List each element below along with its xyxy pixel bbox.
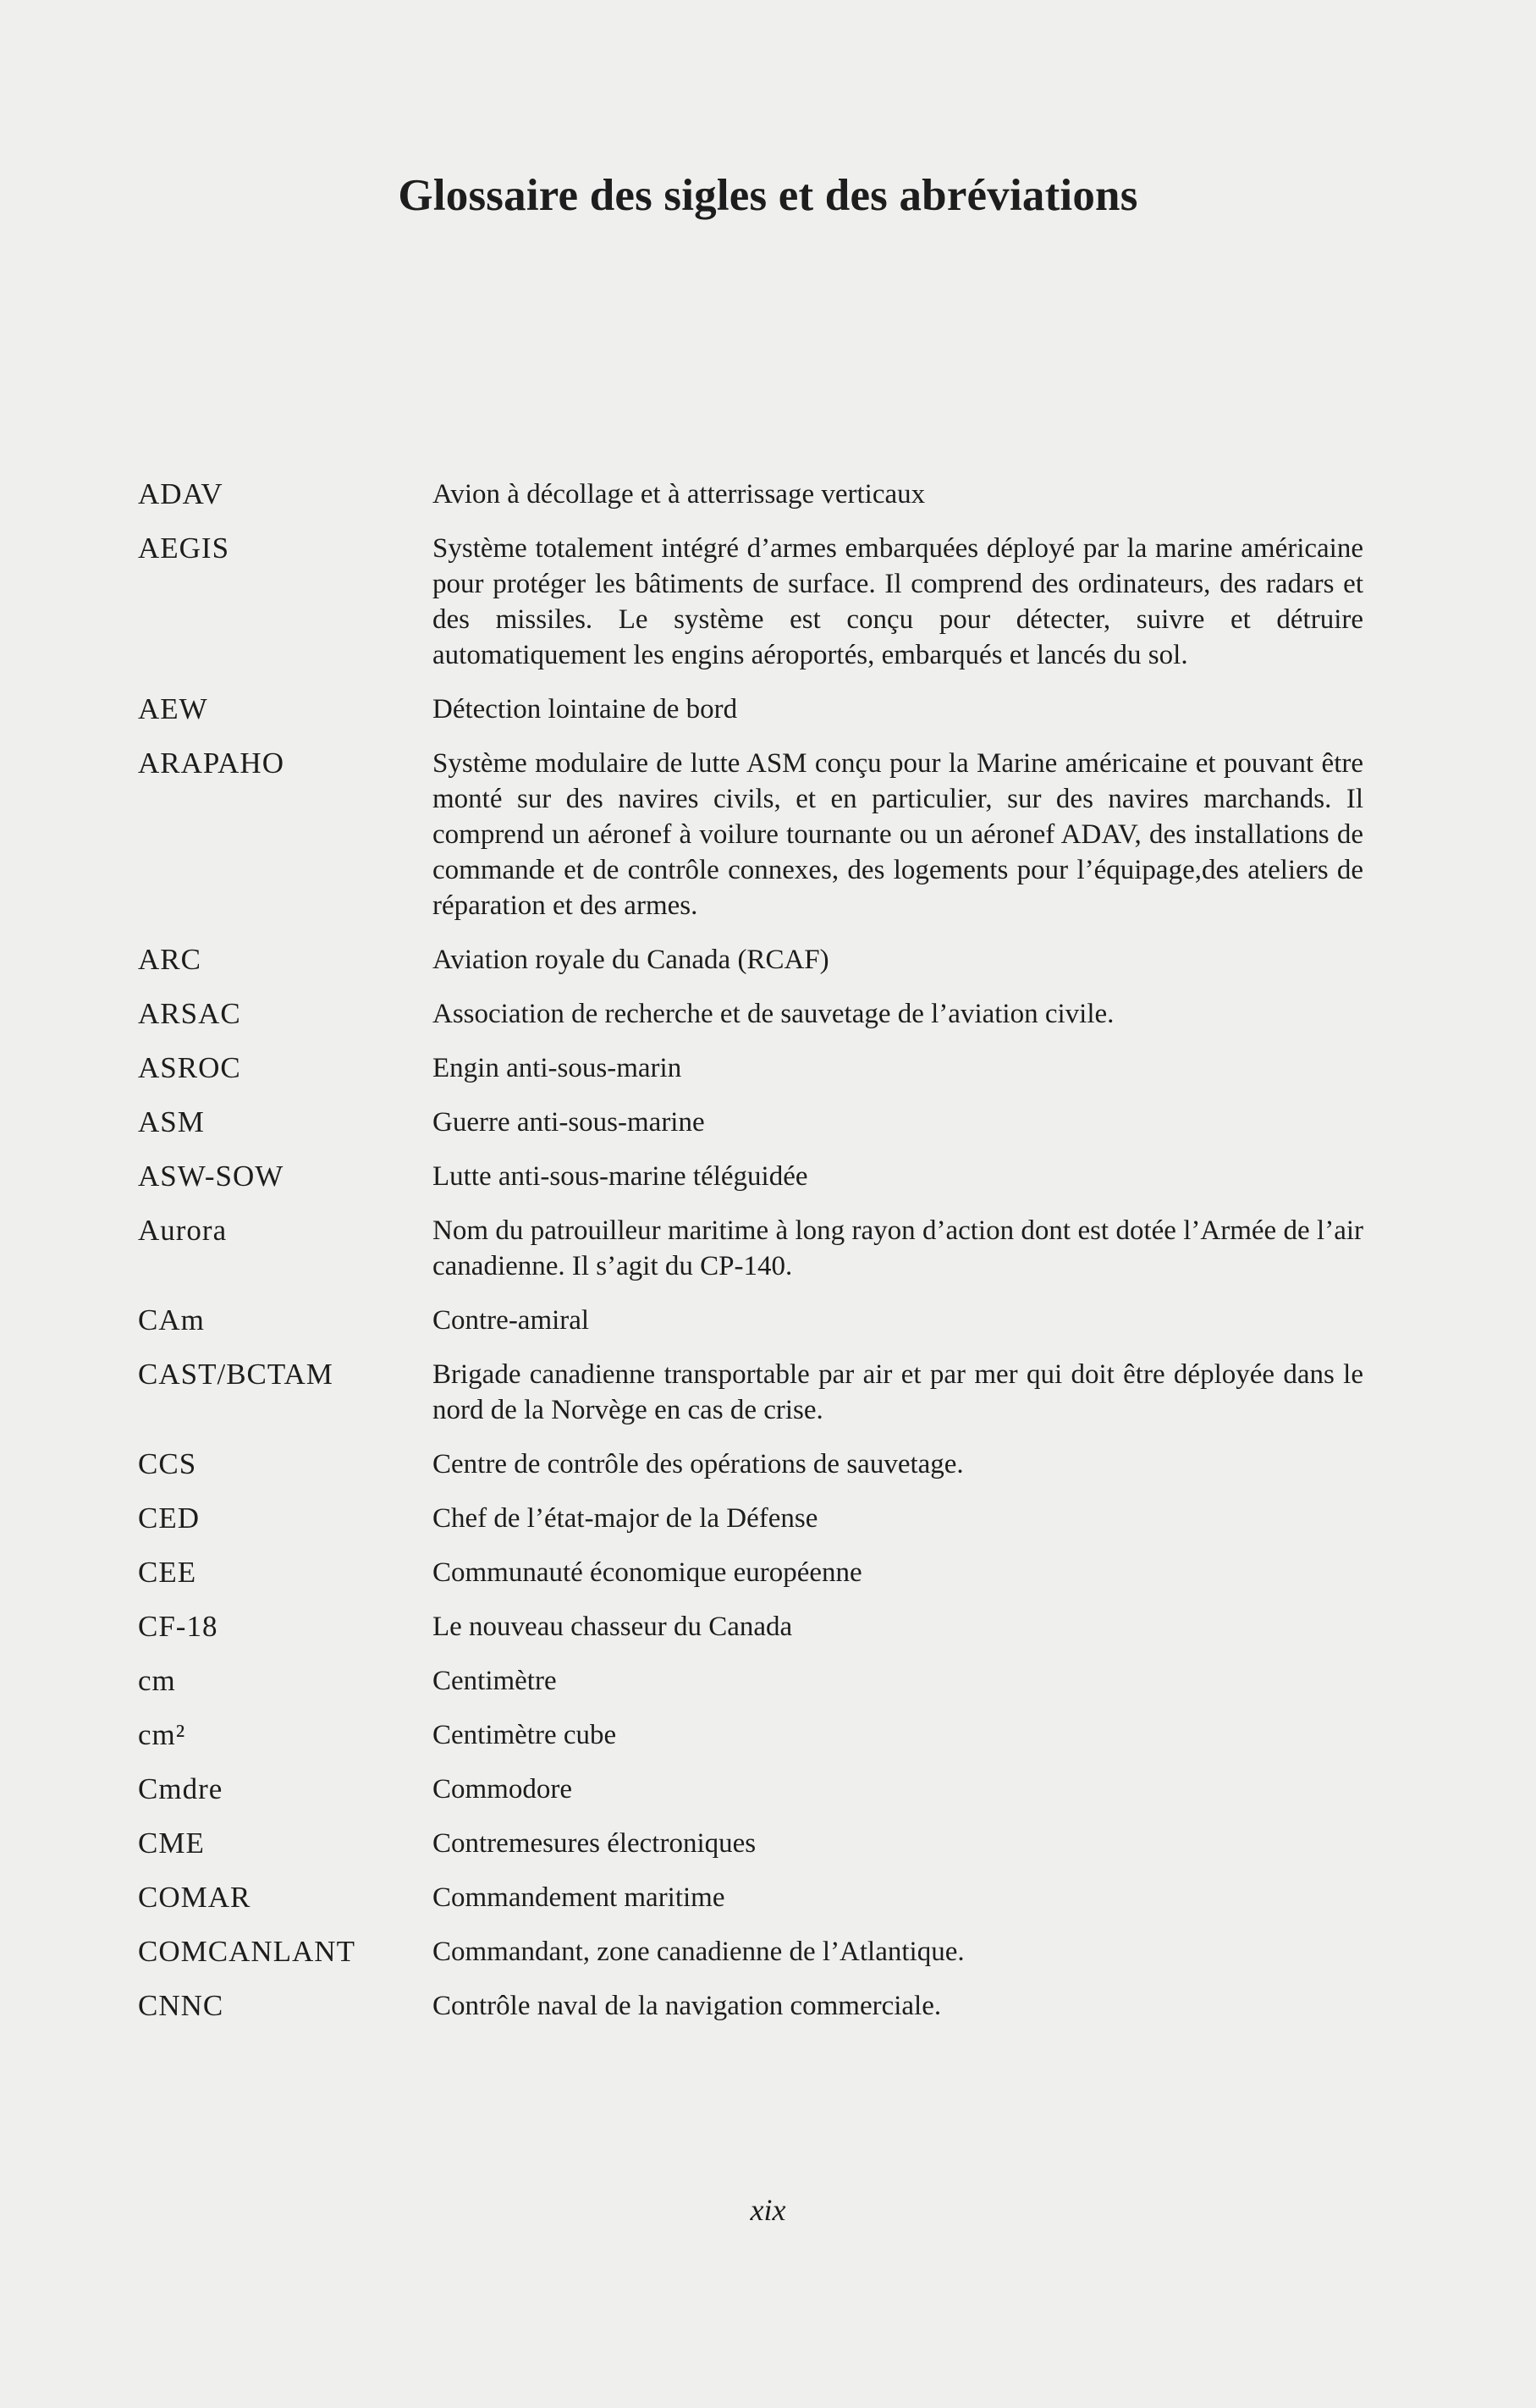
glossary-entry bbox=[138, 1609, 1363, 1645]
glossary-entry bbox=[138, 1213, 1363, 1284]
glossary-term: CME bbox=[138, 1827, 205, 1860]
glossary-definition: Contre-amiral bbox=[432, 1305, 590, 1336]
glossary-term: ADAV bbox=[138, 477, 223, 510]
glossary-entry bbox=[138, 746, 1363, 923]
glossary-term: CF-18 bbox=[138, 1610, 218, 1643]
glossary-entry bbox=[138, 1826, 1363, 1861]
glossary-term: AEGIS bbox=[138, 532, 230, 565]
glossary-term: CCS bbox=[138, 1447, 197, 1480]
glossary-entry bbox=[138, 1772, 1363, 1807]
glossary-term: ASW-SOW bbox=[138, 1160, 284, 1193]
glossary-list bbox=[138, 477, 1363, 2042]
glossary-term: COMAR bbox=[138, 1881, 251, 1914]
glossary-definition: Système modulaire de lutte ASM conçu pour la Marine américaine et pouvant être monté sur des navires civils, et en particulier, sur des navires marchands. Il comprend un aéronef à voilure tournante ou un aéronef ADAV, des installations de commande et de contrôle connexes, des logements pour l’équipage,des ateliers de réparation et des armes. bbox=[432, 748, 1363, 921]
glossary-definition: Brigade canadienne transportable par air et par mer qui doit être déployée dans le nord de la Norvège en cas de crise. bbox=[432, 1359, 1363, 1425]
glossary-term: CAST/BCTAM bbox=[138, 1358, 333, 1391]
glossary-entry bbox=[138, 1050, 1363, 1086]
glossary-entry bbox=[138, 1555, 1363, 1590]
glossary-term: ASROC bbox=[138, 1051, 241, 1084]
glossary-definition: Commodore bbox=[432, 1774, 572, 1805]
glossary-definition: Centimètre bbox=[432, 1666, 557, 1696]
page-title: Glossaire des sigles et des abréviations bbox=[398, 170, 1138, 220]
glossary-entry bbox=[138, 1988, 1363, 2024]
glossary-definition: Contrôle naval de la navigation commerciale. bbox=[432, 1991, 942, 2021]
glossary-entry bbox=[138, 1105, 1363, 1140]
glossary-term: cm bbox=[138, 1664, 176, 1697]
glossary-definition: Lutte anti-sous-marine téléguidée bbox=[432, 1161, 808, 1192]
glossary-entry bbox=[138, 477, 1363, 512]
glossary-definition: Le nouveau chasseur du Canada bbox=[432, 1612, 793, 1642]
glossary-definition: Avion à décollage et à atterrissage verticaux bbox=[432, 479, 926, 510]
glossary-term: COMCANLANT bbox=[138, 1935, 355, 1968]
glossary-entry bbox=[138, 1446, 1363, 1482]
glossary-entry bbox=[138, 1159, 1363, 1194]
glossary-definition: Centimètre cube bbox=[432, 1720, 617, 1750]
glossary-entry bbox=[138, 996, 1363, 1032]
glossary-entry bbox=[138, 692, 1363, 727]
glossary-definition: Centre de contrôle des opérations de sauvetage. bbox=[432, 1449, 964, 1480]
glossary-entry bbox=[138, 1501, 1363, 1536]
glossary-entry bbox=[138, 1357, 1363, 1428]
glossary-term: AEW bbox=[138, 692, 208, 725]
glossary-definition: Aviation royale du Canada (RCAF) bbox=[432, 945, 829, 975]
glossary-term: CAm bbox=[138, 1303, 205, 1336]
glossary-term: ASM bbox=[138, 1105, 205, 1138]
glossary-term: Cmdre bbox=[138, 1772, 223, 1805]
glossary-term: cm² bbox=[138, 1718, 186, 1751]
glossary-entry bbox=[138, 1663, 1363, 1699]
glossary-definition: Association de recherche et de sauvetage de l’aviation civile. bbox=[432, 999, 1115, 1029]
glossary-entry bbox=[138, 1934, 1363, 1970]
glossary-entry bbox=[138, 1717, 1363, 1753]
glossary-definition: Communauté économique européenne bbox=[432, 1557, 862, 1588]
glossary-entry bbox=[138, 1303, 1363, 1338]
glossary-term: ARSAC bbox=[138, 997, 241, 1030]
glossary-definition: Chef de l’état-major de la Défense bbox=[432, 1503, 818, 1534]
glossary-definition: Détection lointaine de bord bbox=[432, 694, 738, 725]
glossary-definition: Contremesures électroniques bbox=[432, 1828, 757, 1859]
glossary-definition: Guerre anti-sous-marine bbox=[432, 1107, 705, 1138]
glossary-definition: Engin anti-sous-marin bbox=[432, 1053, 682, 1083]
glossary-definition: Commandement maritime bbox=[432, 1882, 725, 1913]
glossary-term: CED bbox=[138, 1502, 200, 1535]
glossary-entry bbox=[138, 1880, 1363, 1915]
glossary-entry bbox=[138, 942, 1363, 978]
glossary-term: ARC bbox=[138, 943, 201, 976]
page-number: xix bbox=[750, 2193, 786, 2227]
glossary-term: CEE bbox=[138, 1556, 197, 1589]
glossary-term: Aurora bbox=[138, 1214, 228, 1247]
glossary-term: ARAPAHO bbox=[138, 747, 284, 780]
glossary-definition: Commandant, zone canadienne de l’Atlantique. bbox=[432, 1937, 965, 1967]
glossary-definition: Système totalement intégré d’armes embarquées déployé par la marine américaine pour protéger les bâtiments de surface. Il comprend des ordinateurs, des radars et des missiles. Le système est conçu pour détecter, suivre et détruire automatiquement les engins aéroportés, embarqués et lancés du sol. bbox=[432, 533, 1363, 670]
glossary-entry bbox=[138, 531, 1363, 673]
glossary-term: CNNC bbox=[138, 1989, 224, 2022]
glossary-definition: Nom du patrouilleur maritime à long rayon d’action dont est dotée l’Armée de l’air canadienne. Il s’agit du CP-140. bbox=[432, 1215, 1363, 1281]
